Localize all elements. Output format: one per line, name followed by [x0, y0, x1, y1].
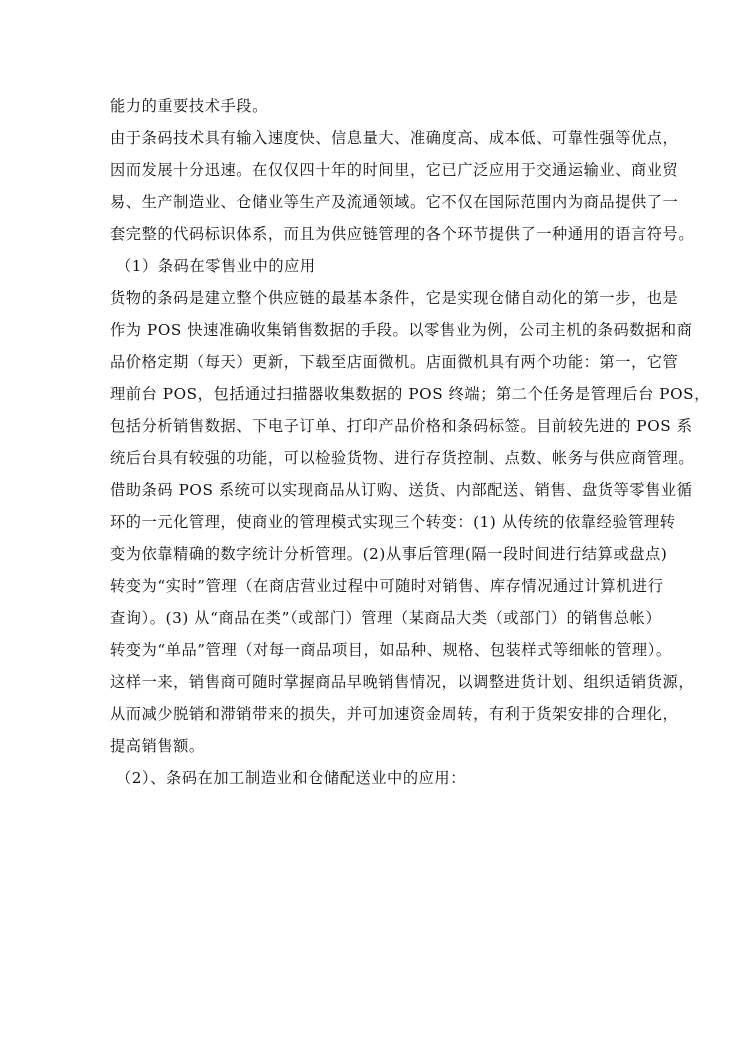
text-line: 借助条码 POS 系统可以实现商品从订购、送货、内部配送、销售、盘货等零售业循: [110, 481, 693, 499]
text-line: 因而发展十分迅速。在仅仅四十年的时间里，它已广泛应用于交通运输业、商业贸: [110, 161, 679, 179]
text-line: 包括分析销售数据、下电子订单、打印产品价格和条码标签。目前较先进的 POS 系: [110, 417, 693, 435]
text-line: 转变为“单品”管理（对每一商品项目，如品种、规格、包装样式等细帐的管理）。: [110, 641, 672, 659]
text-line: 提高销售额。: [110, 737, 205, 755]
text-line: 易、生产制造业、仓储业等生产及流通领域。它不仅在国际范围内为商品提供了一: [110, 193, 679, 211]
text-line: 从而减少脱销和滞销带来的损失，并可加速资金周转，有利于货架安排的合理化，: [110, 705, 679, 723]
section-heading: （1）条码在零售业中的应用: [116, 257, 316, 275]
text-line: 套完整的代码标识体系，而且为供应链管理的各个环节提供了一种通用的语言符号。: [110, 225, 695, 243]
text-line: 品价格定期（每天）更新，下载至店面微机。店面微机具有两个功能：第一，它管: [110, 353, 679, 371]
text-line: 环的一元化管理，使商业的管理模式实现三个转变：(1) 从传统的依靠经验管理转: [110, 513, 676, 531]
section-heading: （2）、条码在加工制造业和仓储配送业中的应用：: [116, 769, 466, 787]
body-text: [110, 90, 740, 794]
text-line: 理前台 POS，包括通过扫描器收集数据的 POS 终端；第二个任务是管理后台 POS，: [110, 385, 710, 403]
text-line: 货物的条码是建立整个供应链的最基本条件，它是实现仓储自动化的第一步，也是: [110, 289, 679, 307]
text-line: 查询）。(3) 从“商品在类”（或部门）管理（某商品大类（或部门）的销售总帐）: [110, 609, 662, 627]
text-line: 统后台具有较强的功能，可以检验货物、进行存货控制、点数、帐务与供应商管理。: [110, 449, 695, 467]
text-line: 变为依靠精确的数字统计分析管理。(2)从事后管理(隔一段时间进行结算或盘点): [110, 545, 668, 563]
text-line: 作为 POS 快速准确收集销售数据的手段。以零售业为例，公司主机的条码数据和商: [110, 321, 693, 339]
text-line: 转变为“实时”管理（在商店营业过程中可随时对销售、库存情况通过计算机进行: [110, 577, 664, 595]
text-line: 能力的重要技术手段。: [110, 97, 268, 115]
text-line: 由于条码技术具有输入速度快、信息量大、准确度高、成本低、可靠性强等优点，: [110, 129, 679, 147]
text-line: 这样一来，销售商可随时掌握商品早晚销售情况，以调整进货计划、组织适销货源，: [110, 673, 695, 691]
